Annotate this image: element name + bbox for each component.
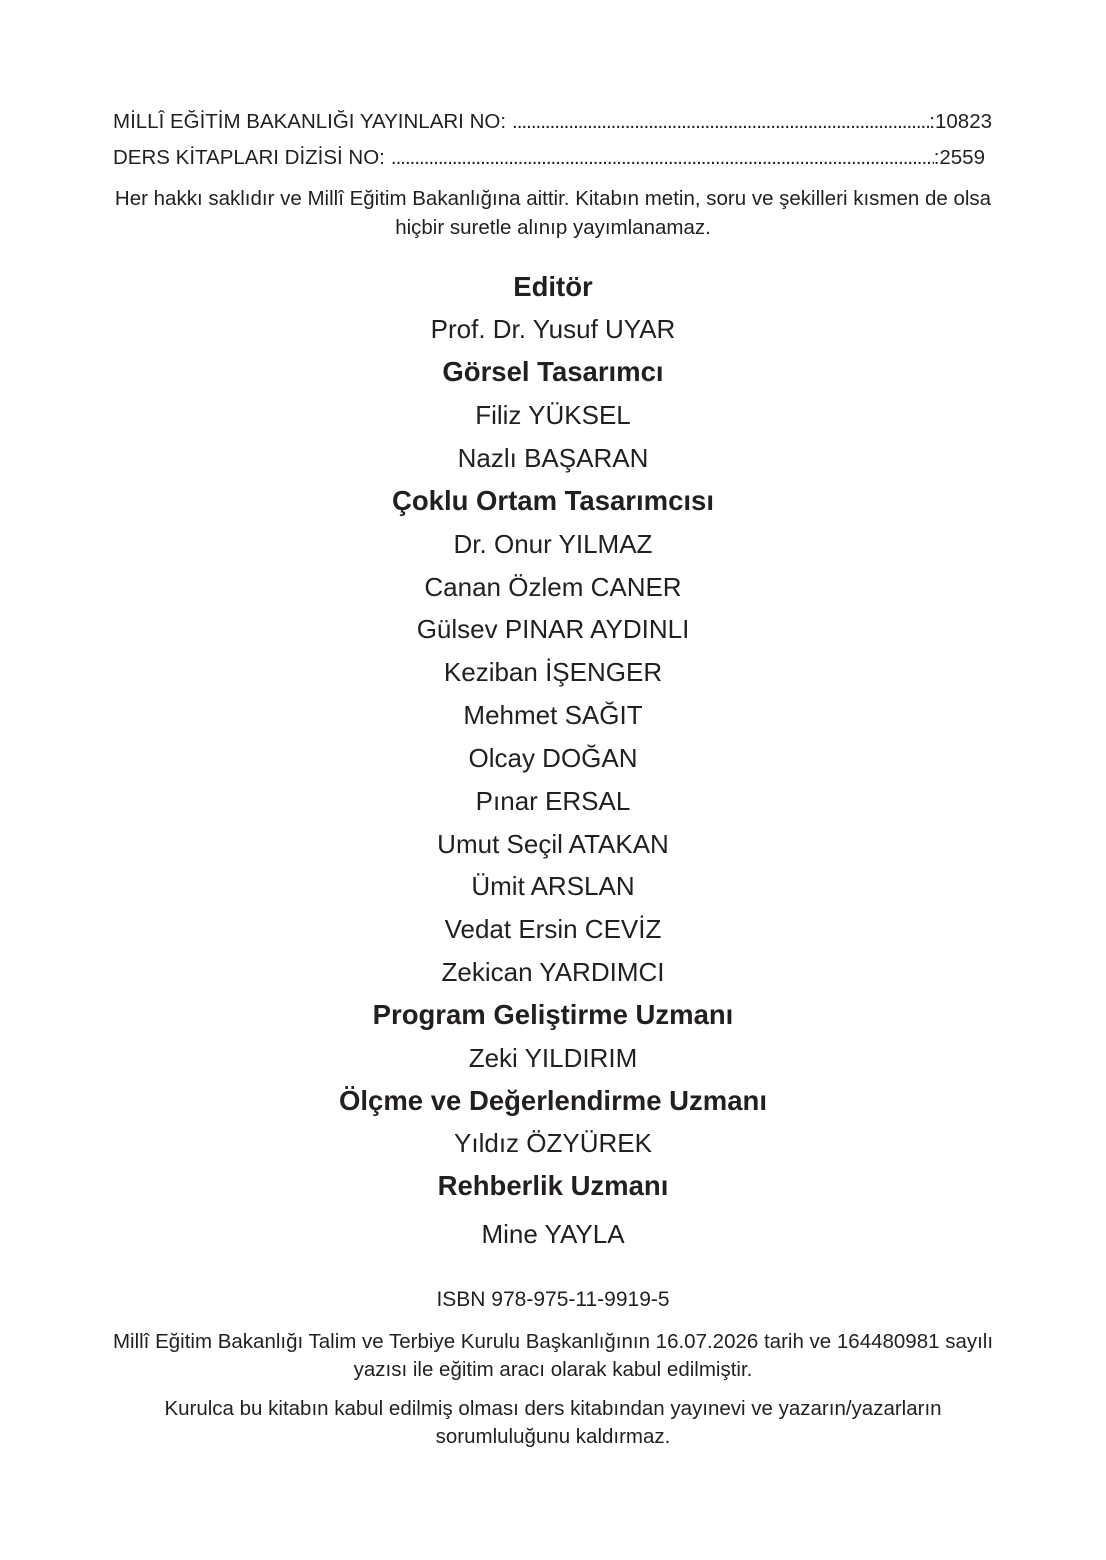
program-development-specialist-name: Zeki YILDIRIM <box>468 1042 638 1073</box>
responsibility-notice <box>0 1395 1106 1451</box>
multimedia-designer-name: Keziban İŞENGER <box>443 657 663 688</box>
multimedia-designer-name: Pınar ERSAL <box>475 785 631 816</box>
isbn-text: ISBN 978-975-11-9919-5 <box>436 1288 670 1311</box>
approval-line: Millî Eğitim Bakanlığı Talim ve Terbiye Kurulu Başkanlığının 16.07.2026 tarih ve 164480981 sayılı <box>112 1330 994 1353</box>
series-number-label: DERS KİTAPLARI DİZİSİ NO: <box>113 146 385 169</box>
editor-name: Prof. Dr. Yusuf UYAR <box>430 314 676 345</box>
responsibility-line: Kurulca bu kitabın kabul edilmiş olması ders kitabından yayınevi ve yazarın/yazarların <box>164 1397 942 1420</box>
multimedia-designer-name: Zekican YARDIMCI <box>441 957 665 988</box>
credit-section-program-development-specialist <box>0 994 1106 1080</box>
credit-section-editor <box>0 266 1106 352</box>
multimedia-designer-name: Mehmet SAĞIT <box>463 700 643 731</box>
visual-designer-heading: Görsel Tasarımcı <box>442 356 664 388</box>
dot-leader <box>391 146 934 170</box>
credits-list <box>0 266 1106 1256</box>
copyright-notice <box>0 184 1106 242</box>
visual-designer-name: Nazlı BAŞARAN <box>457 442 649 473</box>
publication-number-value: :10823 <box>929 110 992 133</box>
responsibility-line: sorumluluğunu kaldırmaz. <box>435 1425 671 1448</box>
program-development-specialist-heading: Program Geliştirme Uzmanı <box>372 998 734 1030</box>
multimedia-designer-name: Canan Özlem CANER <box>424 571 682 602</box>
multimedia-designer-name: Vedat Ersin CEVİZ <box>444 914 662 945</box>
multimedia-designer-name: Dr. Onur YILMAZ <box>453 528 653 559</box>
measurement-evaluation-specialist-name: Yıldız ÖZYÜREK <box>454 1128 652 1159</box>
approval-line: yazısı ile eğitim aracı olarak kabul edilmiştir. <box>353 1358 753 1381</box>
credit-section-guidance-specialist <box>0 1165 1106 1256</box>
guidance-specialist-name: Mine YAYLA <box>481 1219 625 1250</box>
credit-section-multimedia-designer <box>0 480 1106 994</box>
publication-number-row <box>113 110 992 134</box>
measurement-evaluation-specialist-heading: Ölçme ve Değerlendirme Uzmanı <box>339 1084 767 1116</box>
copyright-line: hiçbir suretle alınıp yayımlanamaz. <box>395 215 711 239</box>
multimedia-designer-name: Olcay DOĞAN <box>468 742 638 773</box>
credit-section-visual-designer <box>0 351 1106 480</box>
visual-designer-name: Filiz YÜKSEL <box>475 400 631 431</box>
editor-heading: Editör <box>513 270 593 302</box>
multimedia-designer-heading: Çoklu Ortam Tasarımcısı <box>392 484 714 516</box>
approval-notice <box>0 1328 1106 1384</box>
isbn-number <box>0 1288 1106 1312</box>
copyright-line: Her hakkı saklıdır ve Millî Eğitim Bakanlığına aittir. Kitabın metin, soru ve şekilleri kısmen de olsa <box>114 186 992 210</box>
guidance-specialist-heading: Rehberlik Uzmanı <box>437 1170 669 1202</box>
credit-section-measurement-evaluation-specialist <box>0 1080 1106 1166</box>
publication-number-label: MİLLÎ EĞİTİM BAKANLIĞI YAYINLARI NO: <box>113 110 507 133</box>
multimedia-designer-name: Ümit ARSLAN <box>471 871 635 902</box>
multimedia-designer-name: Gülsev PINAR AYDINLI <box>416 614 690 645</box>
dot-leader <box>512 110 929 134</box>
multimedia-designer-name: Umut Seçil ATAKAN <box>437 828 669 859</box>
series-number-row <box>113 146 985 170</box>
series-number-value: :2559 <box>933 146 985 169</box>
